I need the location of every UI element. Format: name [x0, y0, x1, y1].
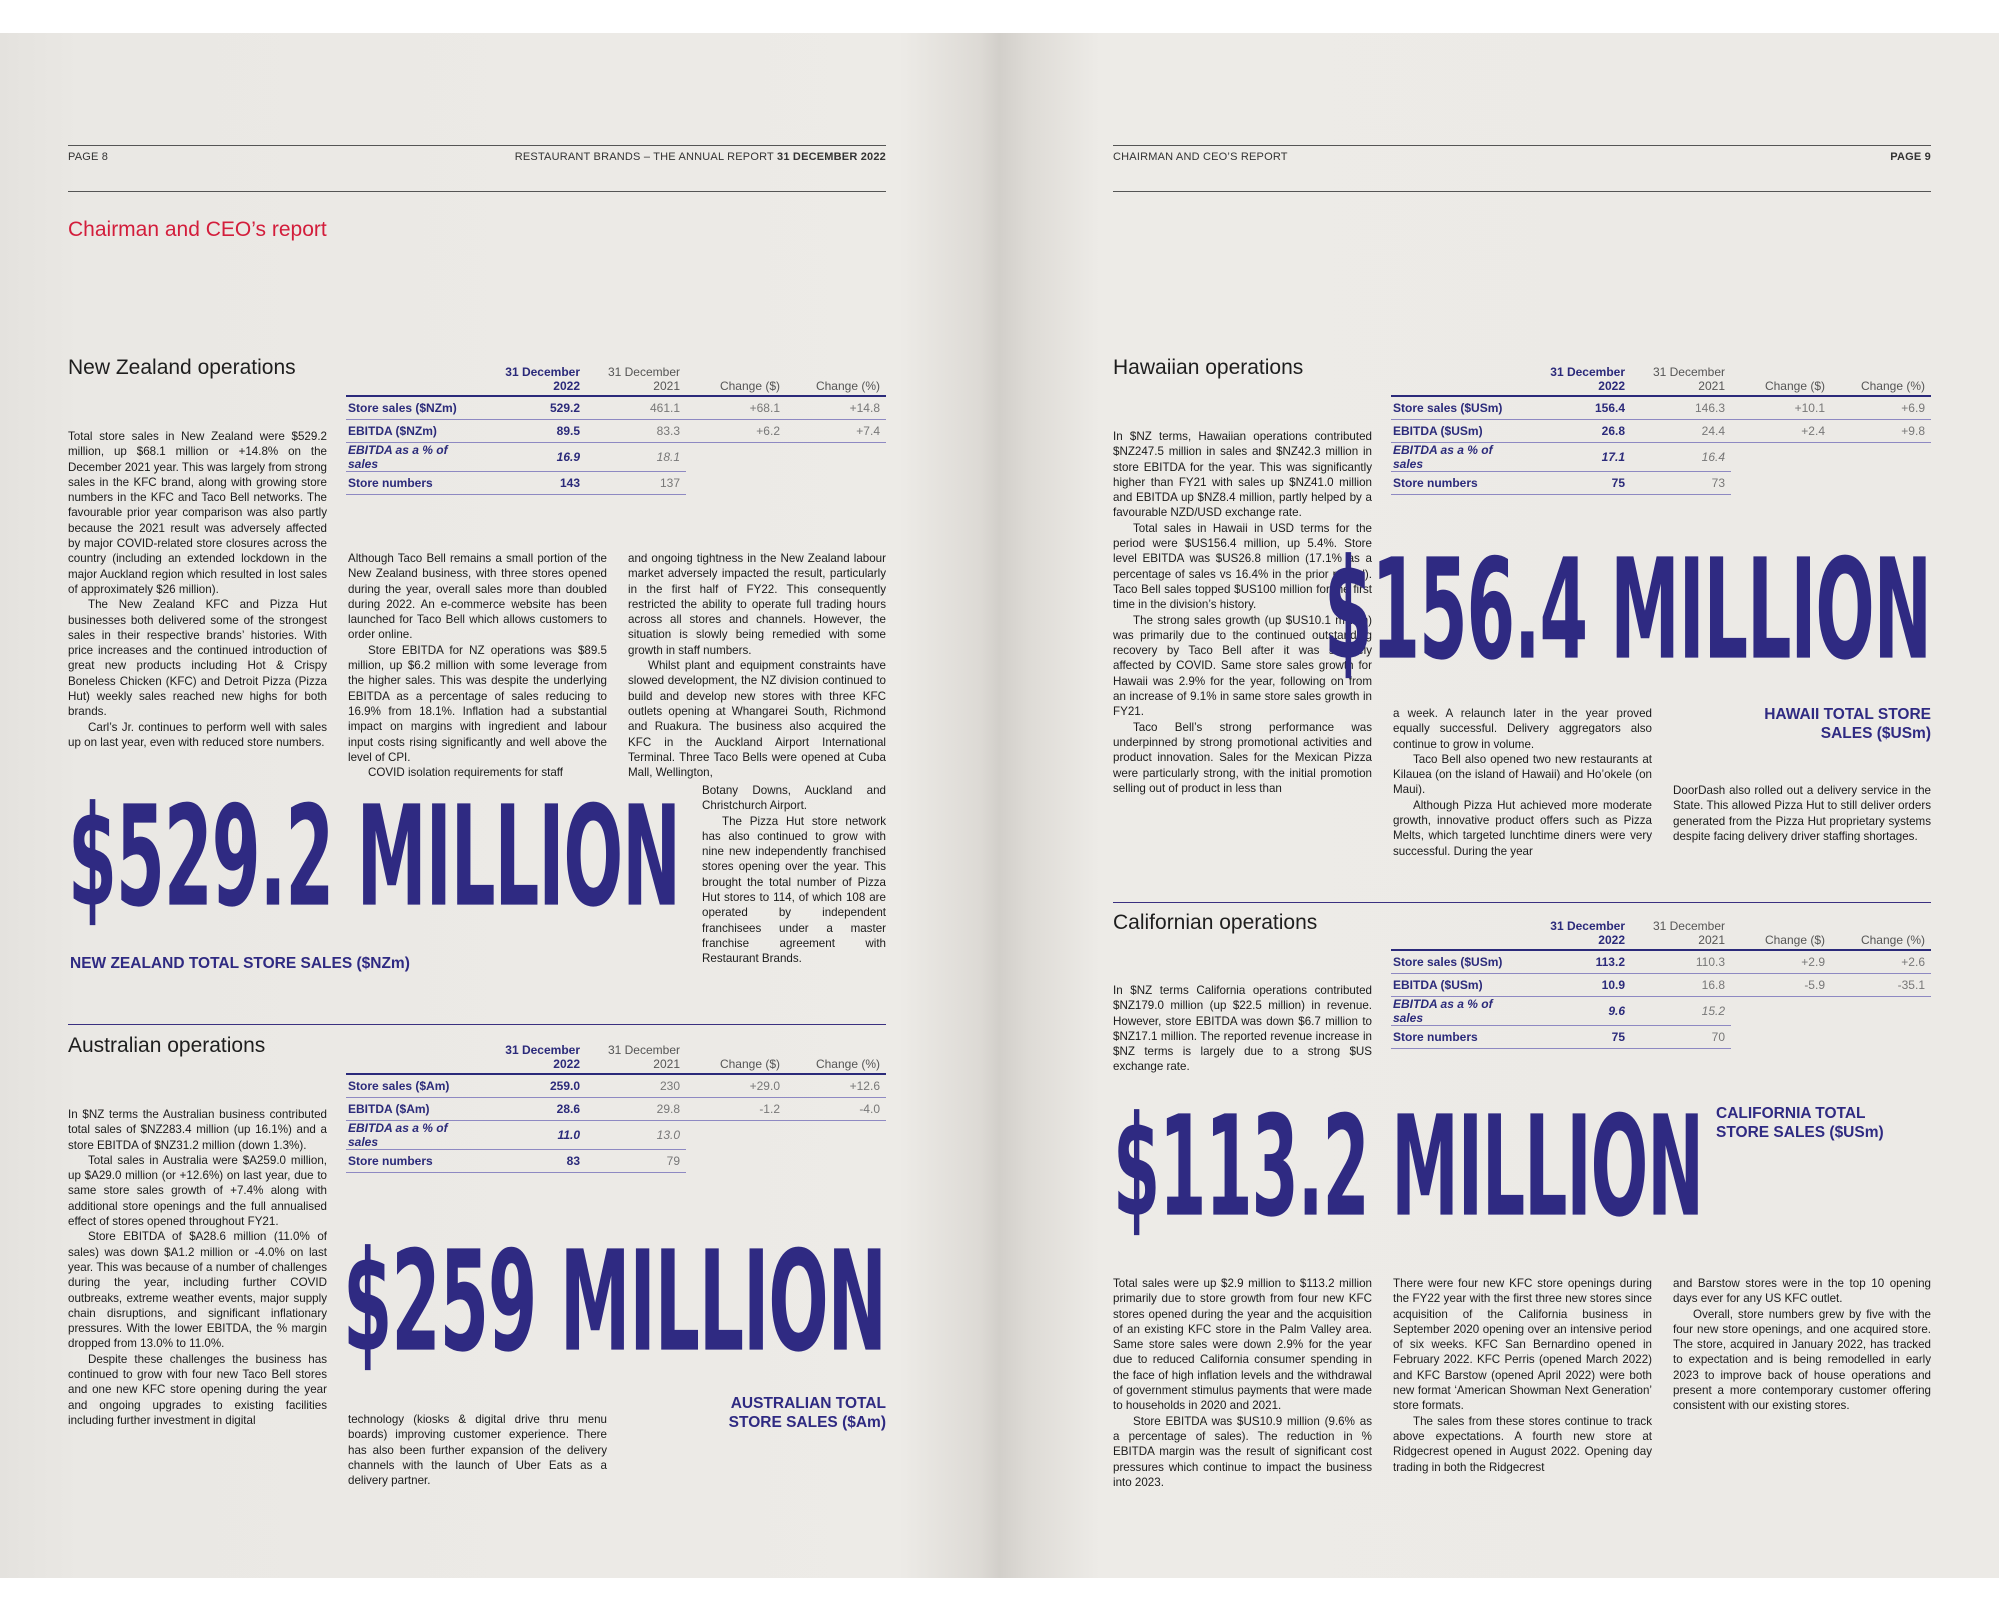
nz-text-col4: [702, 783, 886, 967]
page-number: PAGE 9: [1890, 151, 1931, 163]
value-2022: 113.2: [1531, 950, 1631, 974]
value-2022: 529.2: [486, 396, 586, 420]
report-title: Chairman and CEO’s report: [68, 218, 327, 241]
au-table: [346, 1043, 886, 1173]
ca-caption: CALIFORNIA TOTAL STORE SALES ($USm): [1716, 1105, 1884, 1141]
section-divider: [1113, 902, 1931, 903]
paragraph: Despite these challenges the business has continued to grow with four new Taco Bell stores and one new KFC store opening during the year and ongoing upgrades to existing facilities including further investment in digital: [68, 1352, 327, 1427]
empty-cell: [786, 1150, 886, 1173]
header-rule: [68, 145, 886, 146]
ca-table: [1391, 919, 1931, 1049]
empty-cell: [786, 472, 886, 495]
row-label: EBITDA as a % of sales: [346, 1121, 486, 1150]
paragraph: Total store sales in New Zealand were $529.2 million, up $68.1 million or +14.8% on the December 2021 year. This was largely from strong sales in the KFC brand, along with growing store numbers in the KFC and Taco Bell networks. The favourable prior year comparison was also partly because the 2021 result was adversely affected by major COVID-related store closures across the country (including an extended lockdown in the major Auckland region which resulted in lost sales of approximately $26 million).: [68, 430, 327, 596]
empty-cell: [1731, 472, 1831, 495]
paragraph: The Pizza Hut store network has also continued to grow with nine new independently franchised stores opening over the year. This brought the total number of Pizza Hut stores to 114, of which 108 are operated by independent franchisees under a master franchise agreement with Restaurant Brands.: [702, 814, 886, 966]
running-header: [515, 151, 886, 163]
paragraph: a week. A relaunch later in the year proved equally successful. Delivery aggregators also continue to grow in volume.: [1393, 707, 1652, 751]
col-2021: 31 December 2021: [586, 365, 686, 396]
nz-text-col1: [68, 429, 327, 750]
table-row: [1391, 420, 1931, 443]
paragraph: Taco Bell also opened two new restaurants at Kilauea (on the island of Hawaii) and Ho’okele (on Maui).: [1393, 752, 1652, 797]
row-label: Store sales ($USm): [1391, 396, 1531, 420]
value-change-pct: +2.6: [1831, 950, 1931, 974]
table-row: [346, 1121, 886, 1150]
ca-big-number: $113.2 MILLION: [1113, 1086, 1703, 1248]
value-2022: 10.9: [1531, 974, 1631, 997]
running-date: 31 DECEMBER 2022: [777, 151, 886, 163]
ca-text-col1: [1113, 1276, 1372, 1490]
hi-caption: HAWAII TOTAL STORE SALES ($USm): [1764, 706, 1931, 742]
paragraph: Total sales in Australia were $A259.0 million, up $A29.0 million (or +12.6%) on last year, due to same store sales growth of +7.4% along with additional store openings and the full annualised effect of stores opened throughout FY21.: [68, 1153, 327, 1229]
au-caption: AUSTRALIAN TOTAL STORE SALES ($Am): [728, 1395, 886, 1431]
page-number: PAGE 8: [68, 151, 109, 163]
value-2021: 29.8: [586, 1098, 686, 1121]
paragraph: and ongoing tightness in the New Zealand labour market adversely impacted the result, particularly in the first half of FY22. This consequently restricted the ability to operate full trading hours across all stores and channels. However, the situation is slowly being remedied with some growth in staff numbers.: [628, 552, 886, 657]
paragraph: In $NZ terms California operations contributed $NZ179.0 million (up $22.5 million) in revenue. However, store EBITDA was down $6.7 million to $NZ17.1 million. The reported revenue increase in $NZ terms is largely due to a strong $US exchange rate.: [1113, 984, 1372, 1074]
hi-text-col2: [1393, 706, 1652, 859]
table-row: [1391, 950, 1931, 974]
col-change-dollar: Change ($): [686, 1043, 786, 1074]
empty-cell: [686, 443, 786, 472]
au-text-col2: [348, 1412, 607, 1488]
nz-big-number: $529.2 MILLION: [68, 776, 680, 938]
table-row: [1391, 1026, 1931, 1049]
value-change: +2.4: [1731, 420, 1831, 443]
row-label: EBITDA as a % of sales: [346, 443, 486, 472]
empty-cell: [686, 1150, 786, 1173]
value-2021: 79: [586, 1150, 686, 1173]
table-row: [1391, 472, 1931, 495]
paragraph: Store EBITDA of $A28.6 million (11.0% of sales) was down $A1.2 million or -4.0% on last year. This was because of a number of challenges during the year, including further COVID outbreaks, extreme weather events, major supply chain disruptions, and significant inflationary pressures. With the lower EBITDA, the % margin dropped from 13.0% to 11.0%.: [68, 1230, 327, 1351]
row-label: EBITDA ($NZm): [346, 420, 486, 443]
value-2022: 75: [1531, 1026, 1631, 1049]
col-change-dollar: Change ($): [686, 365, 786, 396]
row-label: Store numbers: [1391, 472, 1531, 495]
value-2022: 17.1: [1531, 443, 1631, 472]
col-2021: 31 December 2021: [1631, 365, 1731, 396]
row-label: Store numbers: [346, 472, 486, 495]
col-2021: 31 December 2021: [1631, 919, 1731, 950]
hi-big-number: $156.4 MILLION: [1324, 529, 1931, 691]
header-rule-lower: [68, 191, 886, 192]
col-2022: 31 December 2022: [486, 365, 586, 396]
value-2021: 137: [586, 472, 686, 495]
value-change: -1.2: [686, 1098, 786, 1121]
col-2022: 31 December 2022: [1531, 919, 1631, 950]
value-2021: 461.1: [586, 396, 686, 420]
col-change-dollar: Change ($): [1731, 365, 1831, 396]
value-2021: 16.4: [1631, 443, 1731, 472]
empty-cell: [1831, 443, 1931, 472]
paragraph: The strong sales growth (up $US10.1 million) was primarily due to the continued outstanding recovery by Taco Bell after it was severely affected by COVID. Same store sales growth for Hawaii was 2.9% for the year, following on from an increase of 9.1% in same store sales growth in FY21.: [1113, 613, 1372, 719]
nz-text-col3: [628, 551, 886, 780]
value-2022: 143: [486, 472, 586, 495]
col-2022: 31 December 2022: [486, 1043, 586, 1074]
value-2021: 73: [1631, 472, 1731, 495]
paragraph: The sales from these stores continue to track above expectations. A fourth new store at Ridgecrest opened in August 2022. Opening day trading in both the Ridgecrest: [1393, 1414, 1652, 1474]
header-blank: [346, 365, 486, 396]
paragraph: Store EBITDA for NZ operations was $89.5 million, up $6.2 million with some leverage from the higher sales. This was despite the underlying EBITDA as a percentage of sales reducing to 16.9% from 18.1%. Inflation had a substantial impact on margins with ingredient and labour input costs rising significantly and well above the level of CPI.: [348, 643, 607, 764]
header-rule-lower: [1113, 191, 1931, 192]
value-change-pct: +7.4: [786, 420, 886, 443]
paragraph: Store EBITDA was $US10.9 million (9.6% as a percentage of sales). The reduction in % EBITDA margin was the result of significant cost pressures which continue to impact the business into 2023.: [1113, 1414, 1372, 1489]
paragraph: and Barstow stores were in the top 10 opening days ever for any US KFC outlet.: [1673, 1277, 1931, 1306]
running-title: RESTAURANT BRANDS – THE ANNUAL REPORT: [514, 151, 778, 163]
value-change-pct: +6.9: [1831, 396, 1931, 420]
table-row: [346, 396, 886, 420]
value-2021: 230: [586, 1074, 686, 1098]
value-2022: 89.5: [486, 420, 586, 443]
value-change: +2.9: [1731, 950, 1831, 974]
value-2021: 15.2: [1631, 997, 1731, 1026]
header-blank: [1391, 919, 1531, 950]
row-label: EBITDA as a % of sales: [1391, 443, 1531, 472]
table-row: [1391, 443, 1931, 472]
value-2021: 13.0: [586, 1121, 686, 1150]
row-label: Store numbers: [1391, 1026, 1531, 1049]
au-big-number: $259 MILLION: [343, 1221, 886, 1383]
value-2021: 83.3: [586, 420, 686, 443]
ca-intro: [1113, 983, 1372, 1075]
ca-text-col2: [1393, 1276, 1652, 1475]
empty-cell: [786, 443, 886, 472]
value-2022: 83: [486, 1150, 586, 1173]
value-2022: 259.0: [486, 1074, 586, 1098]
au-text-col1: [68, 1107, 327, 1428]
row-label: EBITDA as a % of sales: [1391, 997, 1531, 1026]
table-row: [346, 443, 886, 472]
empty-cell: [1731, 997, 1831, 1026]
empty-cell: [1831, 1026, 1931, 1049]
value-change: -5.9: [1731, 974, 1831, 997]
paragraph: Total sales were up $2.9 million to $113.2 million primarily due to store growth from four new KFC stores opened during the year and the acquisition of an existing KFC store in the Palm Valley area. Same store sales were down 2.9% for the year due to reduced California consumer spending in the face of high inflation levels and the withdrawal of government stimulus payments that were made to households in 2020 and 2021.: [1113, 1277, 1372, 1413]
paragraph: COVID isolation requirements for staff: [368, 766, 564, 780]
row-label: Store sales ($NZm): [346, 396, 486, 420]
row-label: EBITDA ($Am): [346, 1098, 486, 1121]
value-change-pct: -4.0: [786, 1098, 886, 1121]
row-label: EBITDA ($USm): [1391, 420, 1531, 443]
value-2021: 146.3: [1631, 396, 1731, 420]
table-row: [346, 420, 886, 443]
value-change-pct: +14.8: [786, 396, 886, 420]
value-change-pct: -35.1: [1831, 974, 1931, 997]
empty-cell: [1831, 472, 1931, 495]
table-row: [1391, 997, 1931, 1026]
table-row: [1391, 396, 1931, 420]
paragraph: Whilst plant and equipment constraints have slowed development, the NZ division continued to build and develop new stores with three KFC outlets opening at Whangarei South, Richmond and Ruakura. The business also acquired the KFC in the Auckland Airport International Terminal. Three Taco Bells were opened at Cuba Mall, Wellington,: [628, 659, 886, 780]
paragraph: Although Taco Bell remains a small portion of the New Zealand business, with three stores opened during the year, overall sales more than doubled during 2022. An e-commerce website has been launched for Taco Bell which allows customers to order online.: [348, 552, 607, 642]
page-9: [1113, 33, 1931, 1578]
running-header: CHAIRMAN AND CEO’S REPORT: [1113, 151, 1288, 163]
value-change: +29.0: [686, 1074, 786, 1098]
value-2022: 11.0: [486, 1121, 586, 1150]
empty-cell: [1831, 997, 1931, 1026]
au-heading: Australian operations: [68, 1034, 266, 1057]
paragraph: There were four new KFC store openings during the FY22 year with the first three new stores since acquisition of the California business in September 2020 opening over an intensive period of six weeks. KFC San Bernardino opened in February 2022. KFC Perris (opened March 2022) and KFC Barstow (opened April 2022) were both new format ‘American Showman Next Generation’ store formats.: [1393, 1277, 1652, 1413]
paragraph: Carl’s Jr. continues to perform well with sales up on last year, even with reduced store numbers.: [68, 720, 327, 749]
empty-cell: [686, 1121, 786, 1150]
col-change-pct: Change (%): [1831, 919, 1931, 950]
col-change-pct: Change (%): [786, 1043, 886, 1074]
paragraph: The New Zealand KFC and Pizza Hut businesses both delivered some of the strongest sales in their respective brands’ histories. With price increases and the continued introduction of great new products including Hot & Crispy Boneless Chicken (KFC) and Detroit Pizza (Pizza Hut) weekly sales reached new highs for both brands.: [68, 598, 327, 719]
empty-cell: [1731, 443, 1831, 472]
header-blank: [1391, 365, 1531, 396]
value-2022: 26.8: [1531, 420, 1631, 443]
table-row: [346, 472, 886, 495]
value-2021: 24.4: [1631, 420, 1731, 443]
hi-heading: Hawaiian operations: [1113, 356, 1304, 379]
row-label: Store sales ($USm): [1391, 950, 1531, 974]
ca-text-col3: [1673, 1276, 1931, 1414]
value-2022: 156.4: [1531, 396, 1631, 420]
paragraph: DoorDash also rolled out a delivery service in the State. This allowed Pizza Hut to still deliver orders generated from the Pizza Hut proprietary systems despite facing delivery driver staffing shortages.: [1673, 784, 1931, 843]
hi-table: [1391, 365, 1931, 495]
paragraph: Total sales in Hawaii in USD terms for the period were $US156.4 million, up 5.4%. Store level EBITDA was $US26.8 million (17.1% as a percentage of sales vs 16.4% in the prior period). Taco Bell sales topped $US100 million for the first time in the division’s history.: [1113, 521, 1372, 612]
value-change: +68.1: [686, 396, 786, 420]
paragraph: Although Pizza Hut achieved more moderate growth, innovative product offers such as Pizza Melts, which targeted lunchtime diners were very successful. During the year: [1393, 798, 1652, 858]
value-change-pct: +9.8: [1831, 420, 1931, 443]
value-change: +6.2: [686, 420, 786, 443]
ca-heading: Californian operations: [1113, 911, 1318, 934]
col-2022: 31 December 2022: [1531, 365, 1631, 396]
empty-cell: [686, 472, 786, 495]
col-change-pct: Change (%): [1831, 365, 1931, 396]
row-label: Store sales ($Am): [346, 1074, 486, 1098]
value-2021: 70: [1631, 1026, 1731, 1049]
value-2022: 16.9: [486, 443, 586, 472]
value-2022: 28.6: [486, 1098, 586, 1121]
value-2021: 18.1: [586, 443, 686, 472]
table-row: [346, 1074, 886, 1098]
table-row: [1391, 974, 1931, 997]
header-blank: [346, 1043, 486, 1074]
empty-cell: [786, 1121, 886, 1150]
value-change-pct: +12.6: [786, 1074, 886, 1098]
nz-heading: New Zealand operations: [68, 356, 296, 379]
row-label: EBITDA ($USm): [1391, 974, 1531, 997]
paragraph: technology (kiosks & digital drive thru menu boards) improving customer experience. There has also been further expansion of the delivery channels with the launch of Uber Eats as a delivery partner.: [348, 1413, 607, 1488]
value-2021: 16.8: [1631, 974, 1731, 997]
empty-cell: [1731, 1026, 1831, 1049]
page-8: [68, 33, 886, 1578]
col-change-pct: Change (%): [786, 365, 886, 396]
value-2021: 110.3: [1631, 950, 1731, 974]
paragraph: In $NZ terms the Australian business contributed total sales of $NZ283.4 million (up 16.1%) and a store EBITDA of $NZ31.2 million (down 1.3%).: [68, 1108, 327, 1152]
row-label: Store numbers: [346, 1150, 486, 1173]
hi-text-col3: [1673, 783, 1931, 844]
section-divider: [68, 1024, 886, 1025]
header-rule: [1113, 145, 1931, 146]
report-spread: [0, 33, 1999, 1578]
nz-caption: NEW ZEALAND TOTAL STORE SALES ($NZm): [70, 955, 410, 972]
value-2022: 75: [1531, 472, 1631, 495]
value-change: +10.1: [1731, 396, 1831, 420]
col-change-dollar: Change ($): [1731, 919, 1831, 950]
paragraph: In $NZ terms, Hawaiian operations contributed $NZ247.5 million in sales and $NZ42.3 million in store EBITDA for the year. This was significantly higher than FY21 with sales up $NZ41.0 million and EBITDA up $NZ8.4 million, partly helped by a favourable NZD/USD exchange rate.: [1113, 430, 1372, 520]
table-row: [346, 1150, 886, 1173]
col-2021: 31 December 2021: [586, 1043, 686, 1074]
paragraph: Botany Downs, Auckland and Christchurch Airport.: [702, 784, 886, 813]
nz-table: [346, 365, 886, 495]
nz-text-col2: [348, 551, 607, 780]
paragraph: Taco Bell’s strong performance was underpinned by strong promotional activities and product innovation. Sales for the Mexican Pizza were particularly strong, with the initial promotion selling out of product in less than: [1113, 720, 1372, 795]
paragraph: Overall, store numbers grew by five with the four new store openings, and one acquired store. The store, acquired in January 2022, has tracked to expectation and is being remodelled in early 2023 to improve back of house operations and present a more contemporary customer offering consistent with our existing stores.: [1673, 1307, 1931, 1413]
value-2022: 9.6: [1531, 997, 1631, 1026]
table-row: [346, 1098, 886, 1121]
